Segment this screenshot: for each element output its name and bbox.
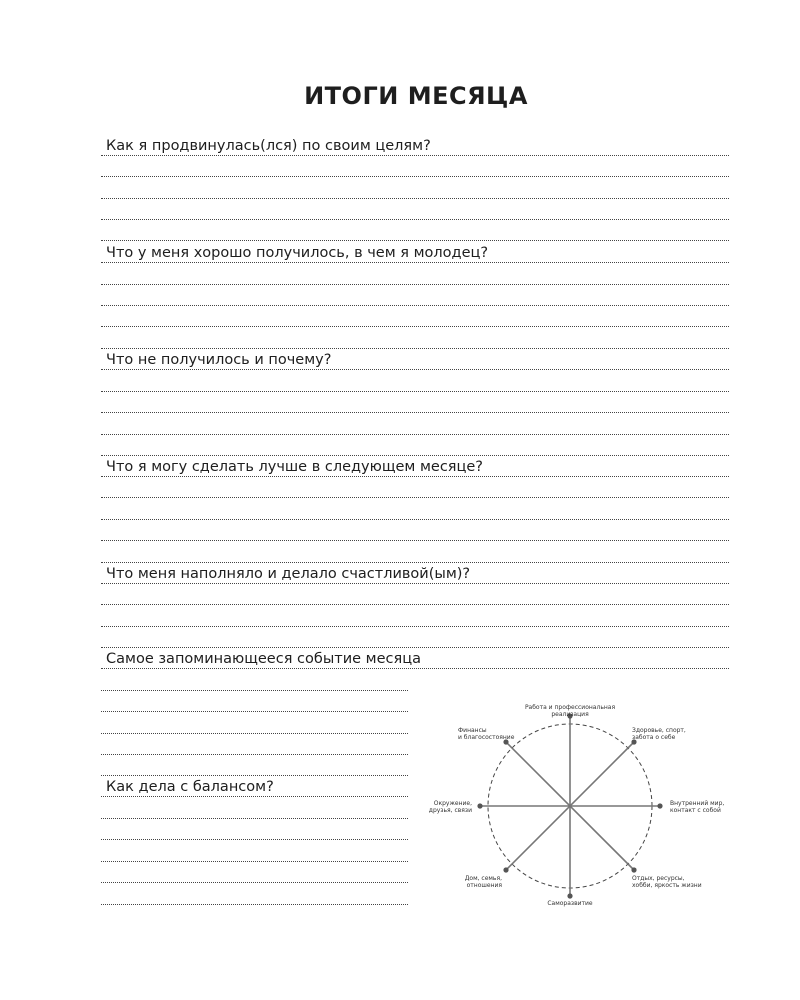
- page-title: ИТОГИ МЕСЯЦА: [304, 82, 528, 110]
- writing-line[interactable]: [101, 198, 729, 199]
- wheel-node[interactable]: [567, 893, 572, 898]
- wheel-label-line: Отдых, ресурсы,: [632, 875, 685, 882]
- wheel-label-line: реализация: [551, 711, 589, 718]
- writing-line[interactable]: [101, 176, 729, 177]
- wheel-label-line: Окружение,: [433, 800, 472, 807]
- writing-line[interactable]: [101, 326, 729, 327]
- wheel-label-social: [410, 800, 472, 814]
- balance-wheel: [410, 696, 730, 916]
- wheel-label-line: Финансы: [458, 727, 487, 734]
- wheel-node[interactable]: [631, 867, 636, 872]
- question-memorable-event: Самое запоминающееся событие месяца: [106, 651, 421, 667]
- wheel-label-line: контакт с собой: [670, 807, 721, 814]
- wheel-label-finance: [458, 727, 514, 741]
- writing-line[interactable]: [101, 434, 729, 435]
- writing-line[interactable]: [101, 882, 408, 883]
- writing-line[interactable]: [101, 497, 729, 498]
- wheel-label-inner-world: [670, 800, 724, 814]
- writing-line[interactable]: [101, 839, 408, 840]
- wheel-node[interactable]: [477, 803, 482, 808]
- writing-line[interactable]: [101, 904, 408, 905]
- question-successes: Что у меня хорошо получилось, в чем я молодец?: [106, 245, 489, 261]
- wheel-label-line: и благосостояние: [458, 734, 515, 741]
- writing-line[interactable]: [101, 240, 729, 241]
- writing-line[interactable]: [101, 476, 729, 477]
- wheel-label-family: [430, 875, 502, 889]
- wheel-label-line: Саморазвитие: [547, 900, 593, 907]
- writing-line[interactable]: [101, 519, 729, 520]
- question-happiness: Что меня наполняло и делало счастливой(ым)?: [106, 566, 471, 582]
- writing-line[interactable]: [101, 818, 408, 819]
- writing-line[interactable]: [101, 540, 729, 541]
- wheel-label-health: [632, 727, 686, 741]
- wheel-label-line: Внутренний мир,: [670, 800, 725, 807]
- writing-line[interactable]: [101, 369, 729, 370]
- wheel-label-line: друзья, связи: [428, 807, 472, 814]
- writing-line[interactable]: [101, 155, 729, 156]
- writing-line[interactable]: [101, 626, 729, 627]
- writing-line[interactable]: [101, 391, 729, 392]
- writing-line[interactable]: [101, 796, 408, 797]
- wheel-label-work: [510, 704, 630, 718]
- question-balance: Как дела с балансом?: [106, 779, 274, 795]
- writing-line[interactable]: [101, 562, 729, 563]
- question-failures: Что не получилось и почему?: [106, 352, 332, 368]
- wheel-node[interactable]: [657, 803, 662, 808]
- wheel-label-line: Работа и профессиональная: [524, 704, 616, 711]
- writing-line[interactable]: [101, 284, 729, 285]
- writing-line[interactable]: [101, 262, 729, 263]
- wheel-label-line: хобби, яркость жизни: [632, 882, 702, 889]
- writing-line[interactable]: [101, 455, 729, 456]
- wheel-label-line: забота о себе: [632, 734, 676, 741]
- writing-line[interactable]: [101, 604, 729, 605]
- writing-line[interactable]: [101, 775, 408, 776]
- writing-line[interactable]: [101, 754, 408, 755]
- writing-line[interactable]: [101, 305, 729, 306]
- writing-line[interactable]: [101, 733, 408, 734]
- wheel-label-line: отношения: [466, 882, 502, 889]
- writing-line[interactable]: [101, 647, 729, 648]
- writing-line[interactable]: [101, 711, 408, 712]
- writing-line[interactable]: [101, 219, 729, 220]
- writing-line[interactable]: [101, 690, 408, 691]
- wheel-label-line: Дом, семья,: [464, 875, 502, 882]
- wheel-label-self-development: [510, 900, 630, 907]
- wheel-node[interactable]: [503, 867, 508, 872]
- question-improvements: Что я могу сделать лучше в следующем месяце?: [106, 459, 483, 475]
- wheel-label-rest: [632, 875, 702, 889]
- writing-line[interactable]: [101, 668, 729, 669]
- writing-line[interactable]: [101, 583, 729, 584]
- writing-line[interactable]: [101, 412, 729, 413]
- writing-line[interactable]: [101, 348, 729, 349]
- question-goals: Как я продвинулась(лся) по своим целям?: [106, 138, 431, 154]
- writing-line[interactable]: [101, 861, 408, 862]
- wheel-label-line: Здоровье, спорт,: [632, 727, 686, 734]
